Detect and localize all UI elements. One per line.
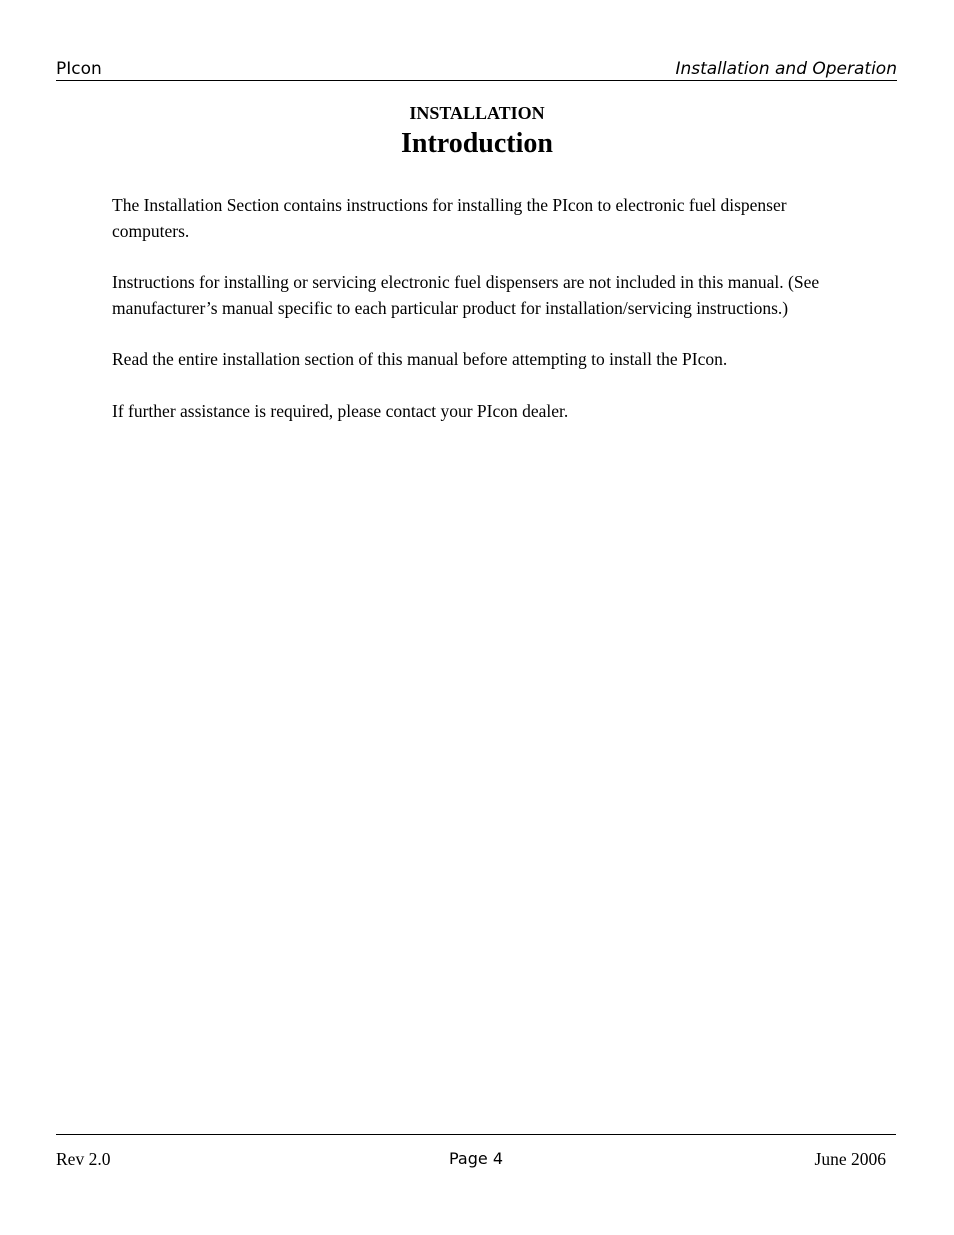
paragraph-read-first: Read the entire installation section of this manual before attempting to install the PIcon.	[112, 349, 728, 370]
page-header	[56, 56, 897, 81]
body-text	[112, 193, 847, 450]
paragraph-assistance: If further assistance is required, please contact your PIcon dealer.	[112, 400, 569, 421]
paragraph-exclusion: Instructions for installing or servicing electronic fuel dispensers are not included in this manual. (See manufacturer’s manual specific to each particular product for installation/servicing instructions.)	[112, 272, 820, 318]
footer-page-number: Page 4	[449, 1149, 503, 1168]
section-label: INSTALLATION	[409, 103, 545, 123]
header-product-name: PIcon	[56, 59, 102, 79]
page-footer	[56, 1134, 896, 1175]
footer-date: June 2006	[814, 1149, 886, 1169]
page-title: Introduction	[401, 128, 553, 159]
header-manual-title: Installation and Operation	[675, 59, 897, 79]
paragraph-intro: The Installation Section contains instructions for installing the PIcon to electronic fuel dispenser computers.	[112, 195, 787, 241]
footer-revision: Rev 2.0	[56, 1149, 111, 1169]
